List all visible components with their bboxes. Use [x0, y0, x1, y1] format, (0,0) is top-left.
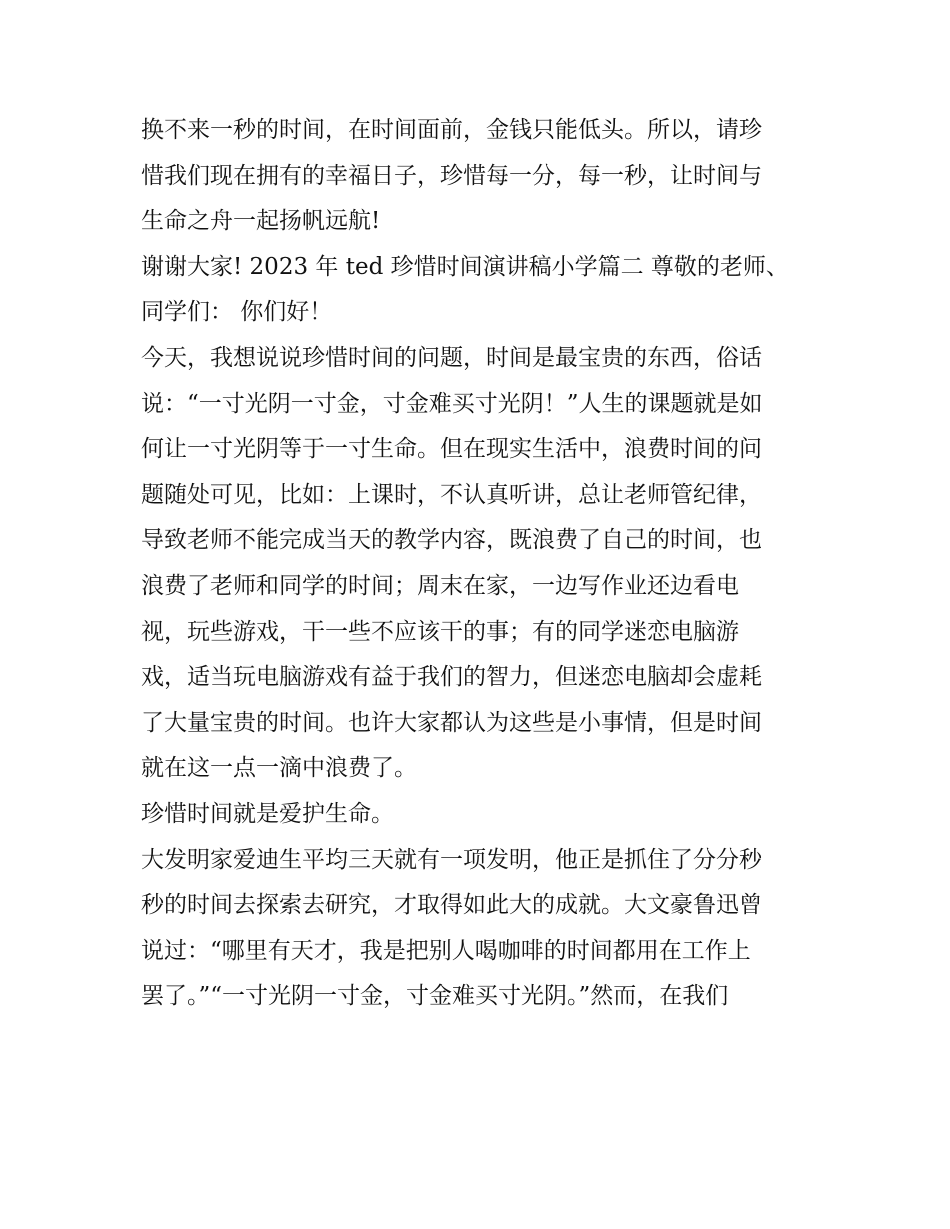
text-line: 戏，适当玩电脑游戏有益于我们的智力，但迷恋电脑却会虚耗: [141, 664, 762, 691]
text-line: 视，玩些游戏，干一些不应该干的事；有的同学迷恋电脑游: [141, 618, 739, 645]
text-line: 惜我们现在拥有的幸福日子，珍惜每一分，每一秒，让时间与: [141, 162, 762, 189]
text-line: 导致老师不能完成当天的教学内容，既浪费了自己的时间，也: [141, 527, 762, 554]
text-line: 何让一寸光阴等于一寸生命。但在现实生活中，浪费时间的问: [141, 436, 762, 463]
text-line: 大发明家爱迪生平均三天就有一项发明，他正是抓住了分分秒: [141, 846, 762, 873]
text-line: 题随处可见，比如：上课时，不认真听讲，总让老师管纪律，: [141, 481, 762, 508]
text-line: 说过：“哪里有天才，我是把别人喝咖啡的时间都用在工作上: [141, 937, 751, 964]
text-line: 就在这一点一滴中浪费了。: [141, 755, 417, 782]
text-line: 生命之舟一起扬帆远航!: [141, 208, 381, 235]
body-text: [141, 108, 821, 1020]
text-line: 秒的时间去探索去研究，才取得如此大的成就。大文豪鲁迅曾: [141, 892, 762, 919]
text-line: 谢谢大家! 2023 年 ted 珍惜时间演讲稿小学篇二 尊敬的老师、: [141, 253, 789, 280]
text-line: 了大量宝贵的时间。也许大家都认为这些是小事情，但是时间: [141, 709, 762, 736]
text-line: 珍惜时间就是爱护生命。: [141, 800, 394, 827]
text-line: 罢了。”“一寸光阴一寸金，寸金难买寸光阴。”然而，在我们: [141, 983, 729, 1010]
text-line: 今天，我想说说珍惜时间的问题，时间是最宝贵的东西，俗话: [141, 344, 762, 371]
text-line: 浪费了老师和同学的时间；周末在家，一边写作业还边看电: [141, 572, 739, 599]
text-line: 换不来一秒的时间，在时间面前，金钱只能低头。所以，请珍: [141, 117, 762, 143]
text-line: 同学们： 你们好！: [141, 299, 333, 326]
text-line: 说：“一寸光阴一寸金，寸金难买寸光阴！”人生的课题就是如: [141, 390, 763, 417]
